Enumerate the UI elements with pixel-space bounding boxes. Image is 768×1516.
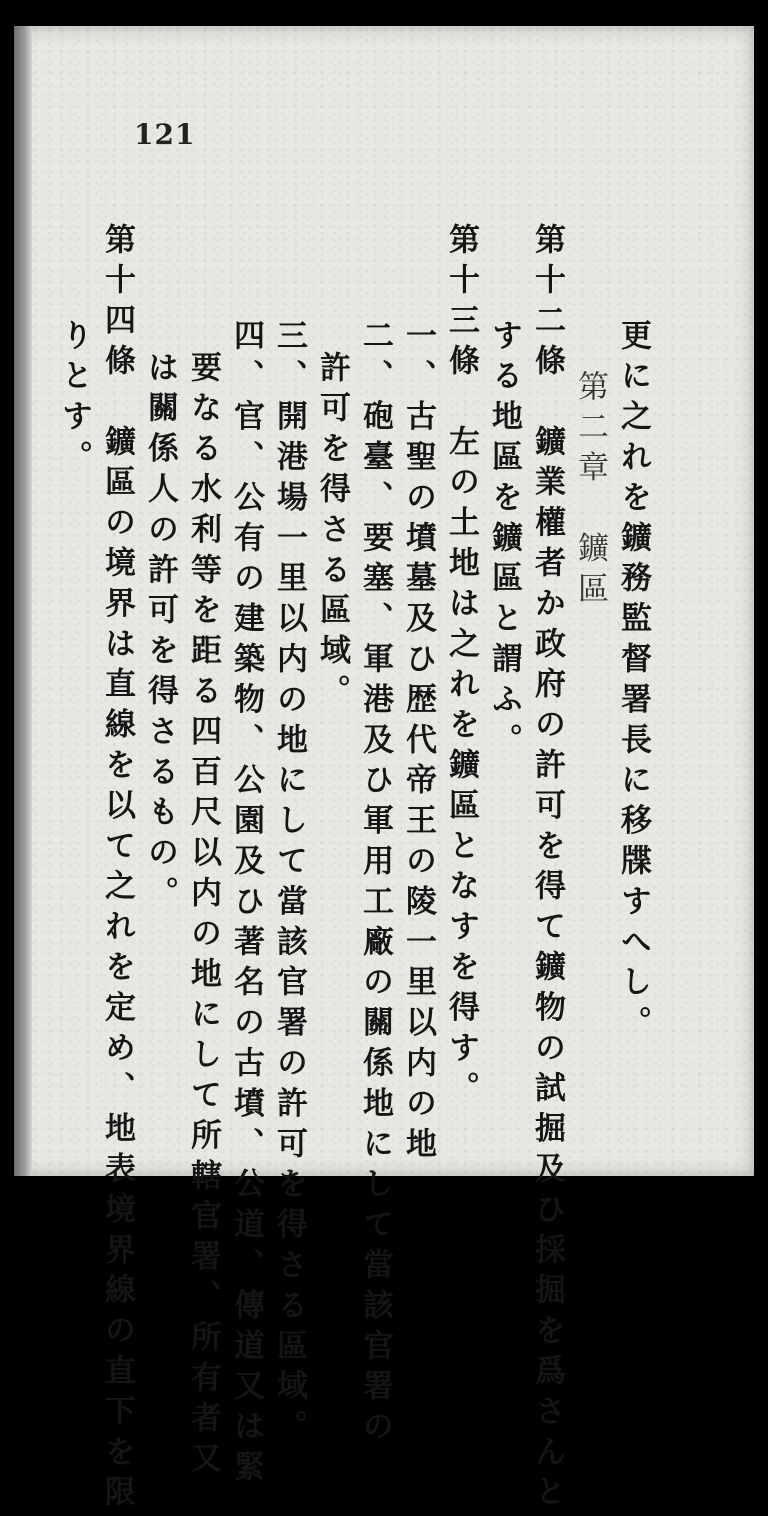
- article-13-item-4-line-1: 四、官、公有の建築物、公園及ひ著名の古墳、公道、傳道又は緊: [228, 319, 264, 1491]
- article-13-line-1: 第十三條 左の土地は之れを鑛區となすを得す。: [443, 223, 479, 1112]
- text-column-1: 更に之れを鑛務監督署長に移牒すへし。: [615, 319, 651, 1047]
- article-14-line-1: 第十四條 鑛區の境界は直線を以て之れを定め、地表境界線の直下を限: [99, 223, 135, 1516]
- page-spine: [14, 26, 32, 1176]
- chapter-heading: 第二章 鑛區: [572, 370, 608, 613]
- article-13-item-1: 一、古聖の墳墓及ひ歴代帝王の陵一里以内の地: [400, 319, 436, 1168]
- page-number: 121: [134, 118, 196, 151]
- article-13-item-3: 三、開港場一里以内の地にして當該官署の許可を得さる區域。: [271, 319, 307, 1451]
- article-13-item-2-line-2: 許可を得さる區域。: [314, 351, 350, 715]
- article-12-line-2: する地區を鑛區と謂ふ。: [486, 319, 522, 764]
- article-12-line-1: 第十二條 鑛業權者か政府の許可を得て鑛物の試掘及ひ採掘を爲さんと: [529, 223, 565, 1516]
- article-14-line-2: りとす。: [56, 319, 92, 481]
- book-page: [14, 26, 754, 1516]
- article-13-item-4-line-2: 要なる水利等を距る四百尺以内の地にして所轄官署、所有者又: [185, 351, 221, 1483]
- article-13-item-2-line-1: 二、砲臺、要塞、軍港及ひ軍用工廠の關係地にして當該官署の: [357, 319, 393, 1451]
- article-13-item-4-line-3: は關係人の許可を得さるもの。: [142, 351, 178, 917]
